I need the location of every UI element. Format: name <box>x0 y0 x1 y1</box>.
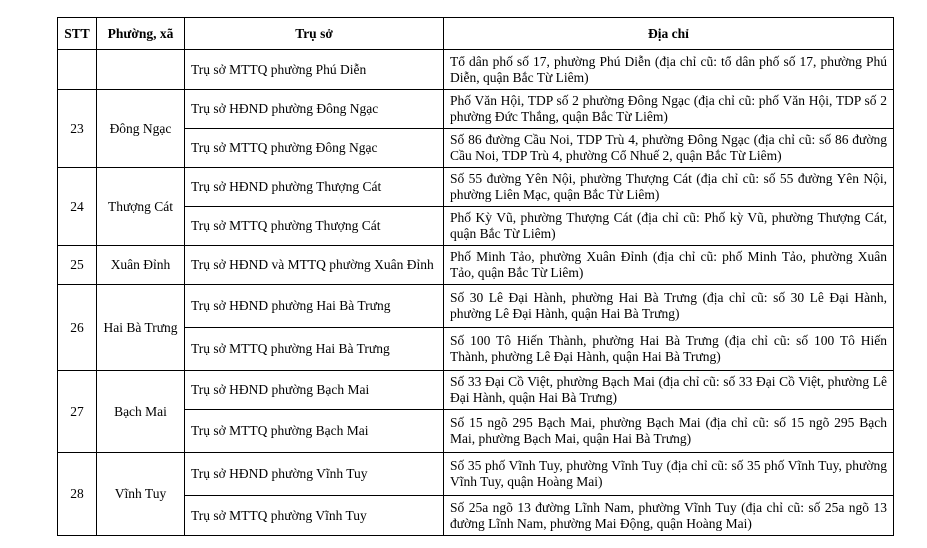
office-address-table <box>57 17 894 536</box>
office-name: Trụ sở MTTQ phường Phú Diễn <box>185 50 444 90</box>
header-office: Trụ sở <box>185 18 444 50</box>
row-stt <box>58 50 97 90</box>
office-address: Số 25a ngõ 13 đường Lĩnh Nam, phường Vĩnh Tuy (địa chỉ cũ: số 25a ngõ 13 đường Lĩnh Nam, phường Mai Động, quận Hoàng Mai) <box>444 496 894 536</box>
office-name: Trụ sở HĐND phường Bạch Mai <box>185 371 444 410</box>
row-ward: Hai Bà Trưng <box>97 285 185 371</box>
office-name: Trụ sở HĐND phường Thượng Cát <box>185 168 444 207</box>
office-name: Trụ sở HĐND phường Đông Ngạc <box>185 90 444 129</box>
office-address: Số 15 ngõ 295 Bạch Mai, phường Bạch Mai (địa chỉ cũ: số 15 ngõ 295 Bạch Mai, phường Bạch Mai, quận Hai Bà Trưng) <box>444 410 894 453</box>
office-address: Phố Minh Tảo, phường Xuân Đỉnh (địa chỉ cũ: phố Minh Tảo, phường Xuân Tảo, quận Bắc Từ Liêm) <box>444 246 894 285</box>
office-address: Tổ dân phố số 17, phường Phú Diễn (địa chỉ cũ: tổ dân phố số 17, phường Phú Diễn, quận Bắc Từ Liêm) <box>444 50 894 90</box>
row-stt: 25 <box>58 246 97 285</box>
office-address: Số 35 phố Vĩnh Tuy, phường Vĩnh Tuy (địa chỉ cũ: số 35 phố Vĩnh Tuy, phường Vĩnh Tuy, quận Hoàng Mai) <box>444 453 894 496</box>
row-ward: Vĩnh Tuy <box>97 453 185 536</box>
table-row <box>58 246 894 285</box>
office-address: Số 55 đường Yên Nội, phường Thượng Cát (địa chỉ cũ: số 55 đường Yên Nội, phường Liên Mạc, quận Bắc Từ Liêm) <box>444 168 894 207</box>
office-name: Trụ sở MTTQ phường Bạch Mai <box>185 410 444 453</box>
office-address: Số 33 Đại Cồ Việt, phường Bạch Mai (địa chỉ cũ: số 33 Đại Cồ Việt, phường Lê Đại Hành, quận Hai Bà Trưng) <box>444 371 894 410</box>
office-name: Trụ sở HĐND phường Vĩnh Tuy <box>185 453 444 496</box>
office-address: Phố Văn Hội, TDP số 2 phường Đông Ngạc (địa chỉ cũ: phố Văn Hội, TDP số 2 phường Đức Thắng, quận Bắc Từ Liêm) <box>444 90 894 129</box>
row-stt: 26 <box>58 285 97 371</box>
office-name: Trụ sở MTTQ phường Hai Bà Trưng <box>185 328 444 371</box>
office-name: Trụ sở MTTQ phường Đông Ngạc <box>185 129 444 168</box>
header-ward: Phường, xã <box>97 18 185 50</box>
table-row <box>58 371 894 410</box>
row-ward: Đông Ngạc <box>97 90 185 168</box>
row-ward: Xuân Đỉnh <box>97 246 185 285</box>
table-row <box>58 50 894 90</box>
office-address: Số 100 Tô Hiến Thành, phường Hai Bà Trưng (địa chỉ cũ: số 100 Tô Hiến Thành, phường Lê Đại Hành, quận Hai Bà Trưng) <box>444 328 894 371</box>
row-ward <box>97 50 185 90</box>
office-address: Số 86 đường Cầu Noi, TDP Trù 4, phường Đông Ngạc (địa chỉ cũ: số 86 đường Cầu Noi, TDP Trù 4, phường Cổ Nhuế 2, quận Bắc Từ Liêm) <box>444 129 894 168</box>
table-row <box>58 453 894 496</box>
office-address: Phố Kỳ Vũ, phường Thượng Cát (địa chỉ cũ: Phố kỳ Vũ, phường Thượng Cát, quận Bắc Từ Liêm) <box>444 207 894 246</box>
table-row <box>58 90 894 129</box>
table-header-row <box>58 18 894 50</box>
table-row <box>58 285 894 328</box>
table-row <box>58 168 894 207</box>
row-ward: Thượng Cát <box>97 168 185 246</box>
office-name: Trụ sở MTTQ phường Vĩnh Tuy <box>185 496 444 536</box>
office-name: Trụ sở HĐND và MTTQ phường Xuân Đỉnh <box>185 246 444 285</box>
header-address: Địa chỉ <box>444 18 894 50</box>
row-stt: 24 <box>58 168 97 246</box>
row-stt: 23 <box>58 90 97 168</box>
row-stt: 28 <box>58 453 97 536</box>
office-address: Số 30 Lê Đại Hành, phường Hai Bà Trưng (địa chỉ cũ: số 30 Lê Đại Hành, phường Lê Đại Hành, quận Hai Bà Trưng) <box>444 285 894 328</box>
header-stt: STT <box>58 18 97 50</box>
row-stt: 27 <box>58 371 97 453</box>
office-name: Trụ sở MTTQ phường Thượng Cát <box>185 207 444 246</box>
office-name: Trụ sở HĐND phường Hai Bà Trưng <box>185 285 444 328</box>
row-ward: Bạch Mai <box>97 371 185 453</box>
